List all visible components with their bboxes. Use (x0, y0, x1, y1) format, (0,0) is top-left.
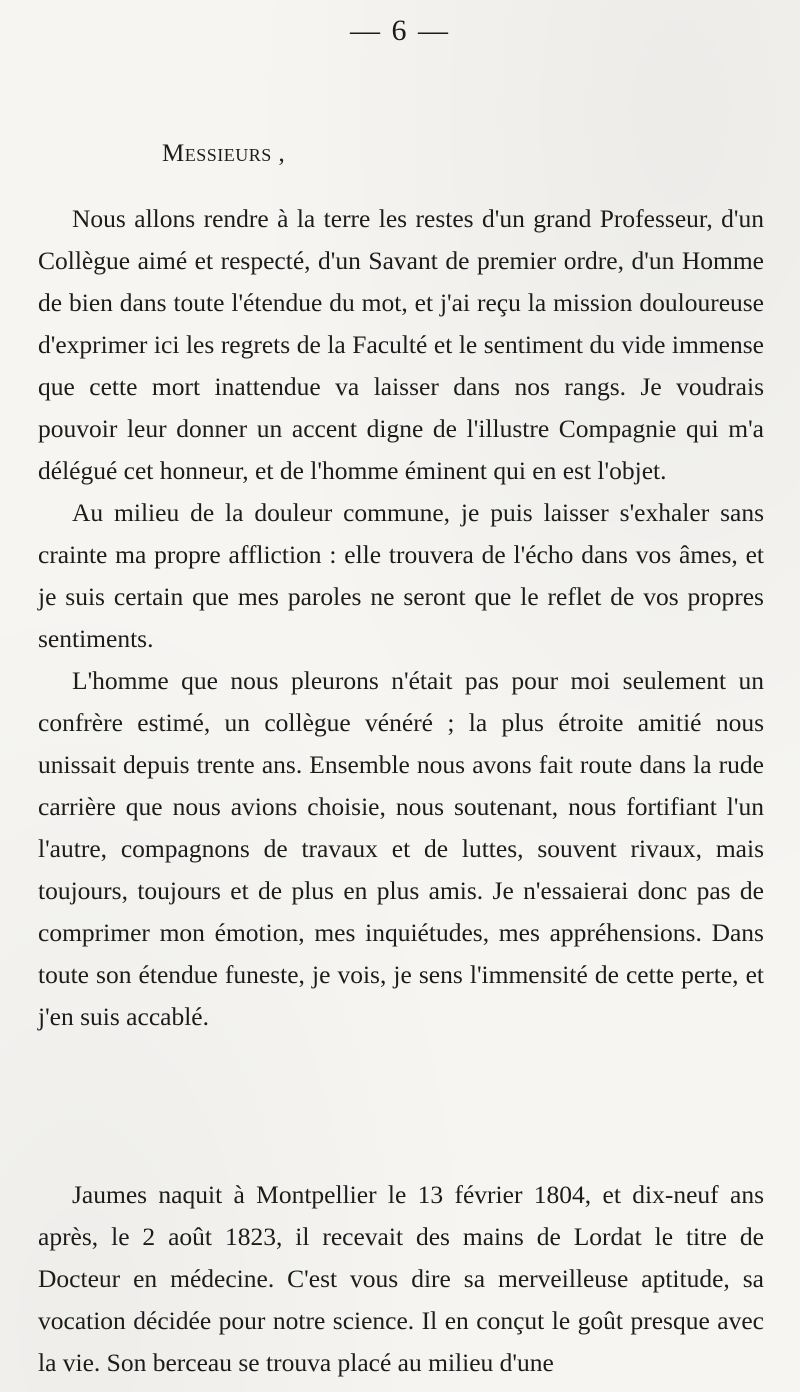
paragraph: Jaumes naquit à Montpellier le 13 février 1804, et dix-neuf ans après, le 2 août 1823, il recevait des mains de Lordat le titre de Docteur en médecine. C'est vous dire sa merveilleuse aptitude, sa vocation décidée pour notre science. Il en conçut le goût presque avec la vie. Son berceau se trouva placé au milieu d'une (38, 1180, 764, 1377)
salutation: Messieurs , (162, 140, 286, 167)
paragraph: L'homme que nous pleurons n'était pas pour moi seulement un confrère estimé, un collègue vénéré ; la plus étroite amitié nous unissait depuis trente ans. Ensemble nous avons fait route dans la rude carrière que nous avions choisie, nous soutenant, nous fortifiant l'un l'autre, compagnons de travaux et de luttes, souvent rivaux, mais toujours, toujours et de plus en plus amis. Je n'essaierai donc pas de comprimer mon émotion, mes inquiétudes, mes appréhensions. Dans toute son étendue funeste, je vois, je sens l'immensité de cette perte, et j'en suis accablé. (38, 666, 764, 1031)
page-number: — 6 — (350, 14, 450, 47)
body-text-upper (38, 198, 764, 1038)
paragraph: Nous allons rendre à la terre les restes d'un grand Professeur, d'un Collègue aimé et respecté, d'un Savant de premier ordre, d'un Homme de bien dans toute l'étendue du mot, et j'ai reçu la mission douloureuse d'exprimer ici les regrets de la Faculté et le sentiment du vide immense que cette mort inattendue va laisser dans nos rangs. Je voudrais pouvoir leur donner un accent digne de l'illustre Compagnie qui m'a délégué cet honneur, et de l'homme éminent qui en est l'objet. (38, 204, 764, 485)
body-text-lower (38, 1174, 764, 1384)
paragraph: Au milieu de la douleur commune, je puis laisser s'exhaler sans crainte ma propre affliction : elle trouvera de l'écho dans vos âmes, et je suis certain que mes paroles ne seront que le reflet de vos propres sentiments. (38, 498, 764, 653)
